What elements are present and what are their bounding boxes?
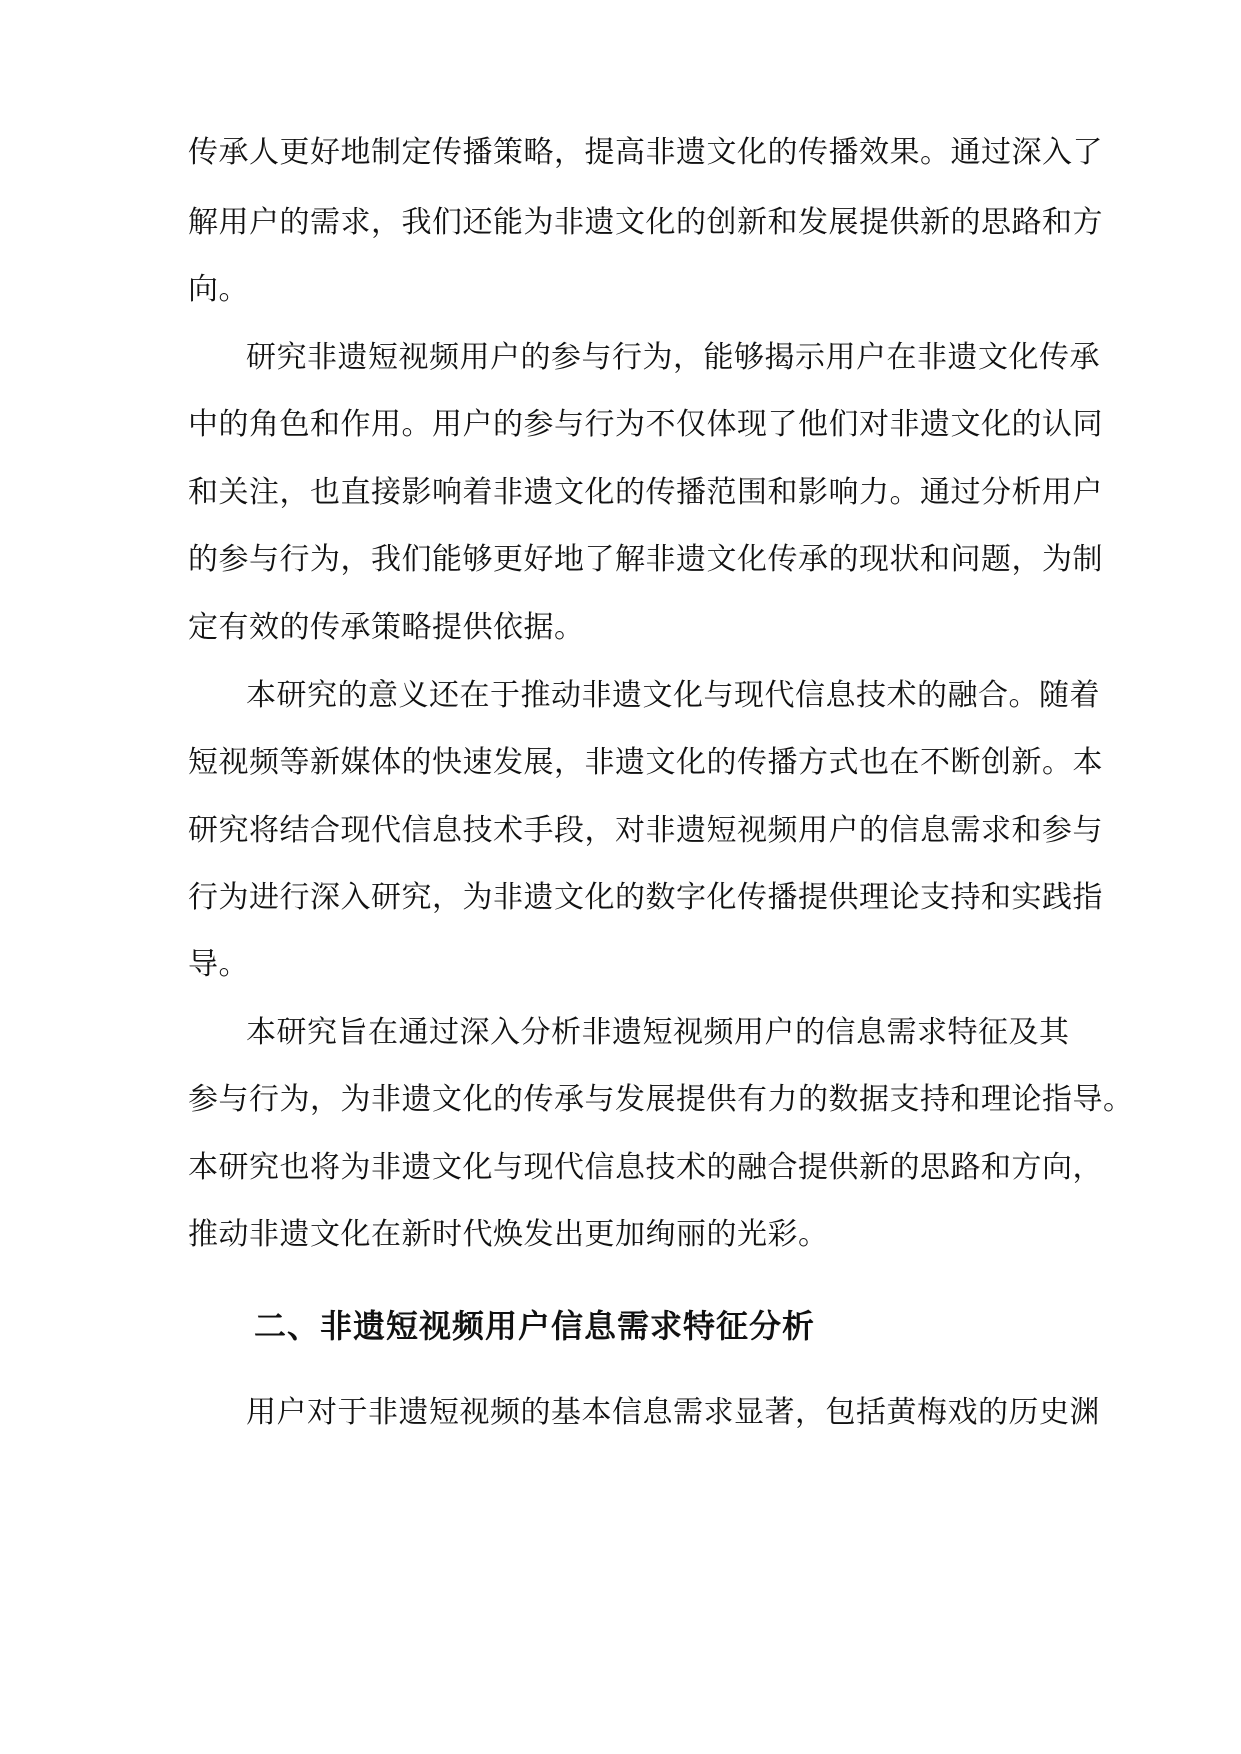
paragraph-4-line-3: 本研究也将为非遗文化与现代信息技术的融合提供新的思路和方向， bbox=[188, 1150, 1103, 1185]
paragraph-3-line-3: 研究将结合现代信息技术手段，对非遗短视频用户的信息需求和参与 bbox=[188, 813, 1103, 848]
paragraph-1-line-2: 解用户的需求，我们还能为非遗文化的创新和发展提供新的思路和方 bbox=[188, 205, 1103, 240]
paragraph-2-line-2: 中的角色和作用。用户的参与行为不仅体现了他们对非遗文化的认同 bbox=[188, 407, 1103, 442]
section-heading: 二、非遗短视频用户信息需求特征分析 bbox=[254, 1307, 816, 1345]
paragraph-1-line-1: 传承人更好地制定传播策略，提高非遗文化的传播效果。通过深入了 bbox=[188, 135, 1103, 170]
paragraph-4-line-2: 参与行为，为非遗文化的传承与发展提供有力的数据支持和理论指导。 bbox=[188, 1082, 1134, 1117]
paragraph-2-line-3: 和关注，也直接影响着非遗文化的传播范围和影响力。通过分析用户 bbox=[188, 475, 1103, 510]
paragraph-3-line-5: 导。 bbox=[188, 947, 249, 982]
paragraph-4-line-4: 推动非遗文化在新时代焕发出更加绚丽的光彩。 bbox=[188, 1217, 829, 1252]
paragraph-1-line-3: 向。 bbox=[188, 272, 249, 307]
section-paragraph-line-1: 用户对于非遗短视频的基本信息需求显著，包括黄梅戏的历史渊 bbox=[246, 1395, 1100, 1430]
paragraph-2-line-4: 的参与行为，我们能够更好地了解非遗文化传承的现状和问题，为制 bbox=[188, 542, 1103, 577]
paragraph-3-line-4: 行为进行深入研究，为非遗文化的数字化传播提供理论支持和实践指 bbox=[188, 880, 1103, 915]
paragraph-2-line-1: 研究非遗短视频用户的参与行为，能够揭示用户在非遗文化传承 bbox=[246, 340, 1100, 375]
paragraph-2-line-5: 定有效的传承策略提供依据。 bbox=[188, 610, 585, 645]
paragraph-3-line-1: 本研究的意义还在于推动非遗文化与现代信息技术的融合。随着 bbox=[246, 678, 1100, 713]
paragraph-3-line-2: 短视频等新媒体的快速发展，非遗文化的传播方式也在不断创新。本 bbox=[188, 745, 1103, 780]
paragraph-4-line-1: 本研究旨在通过深入分析非遗短视频用户的信息需求特征及其 bbox=[246, 1015, 1070, 1050]
